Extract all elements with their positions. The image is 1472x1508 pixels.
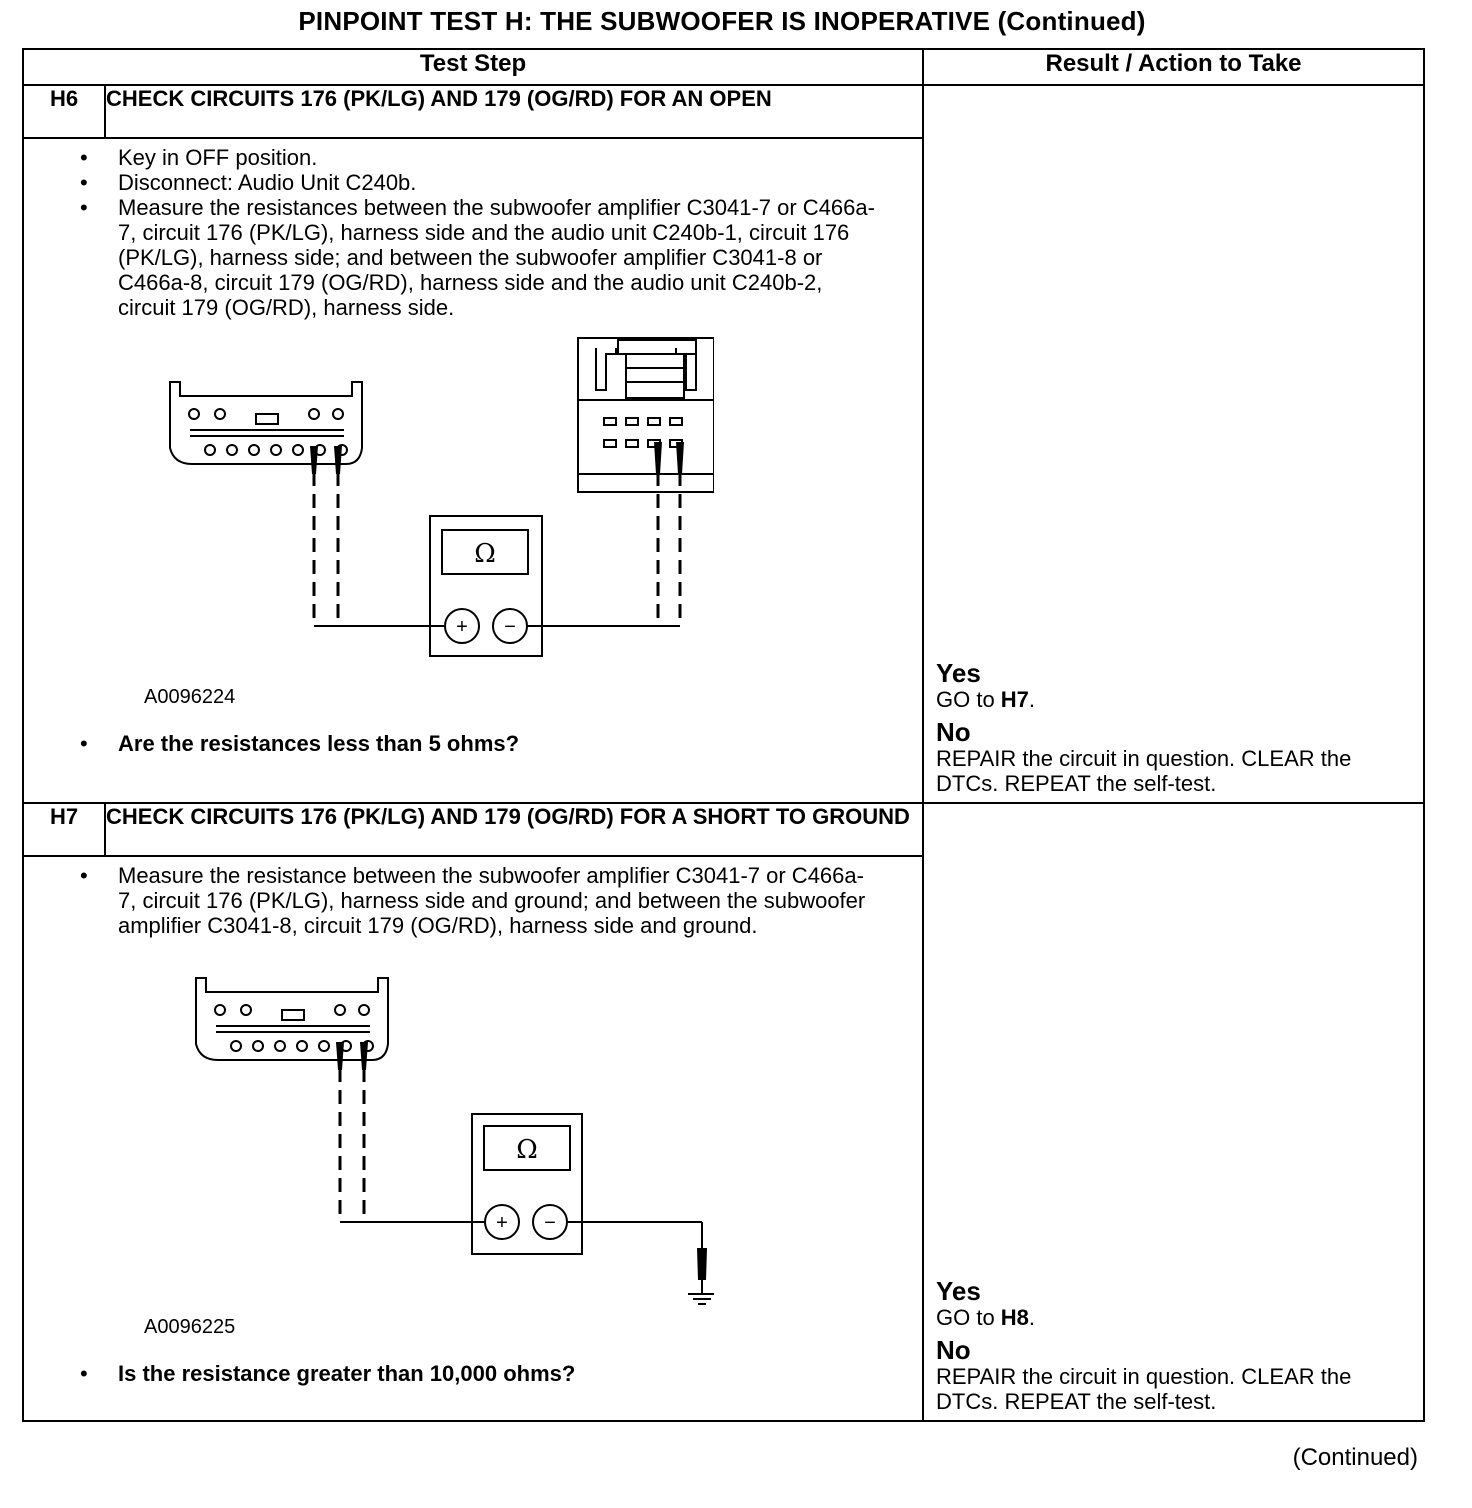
connector-meter-diagram — [74, 334, 714, 676]
wiring-figure-h7 — [74, 968, 922, 1308]
wiring-figure-h6 — [74, 334, 922, 676]
instruction-item: • Measure the resistances between the subwoofer amplifier C3041-7 or C466a-7, circuit 176 (PK/LG), harness side and the audio unit C240b-1, circuit 176 (PK/LG), harness side; and between the subwoofer amplifier C3041-8 or C466a-8, circuit 179 (OG/RD), harness side and the audio unit C240b-2, circuit 179 (OG/RD), harness side. — [118, 195, 882, 320]
connector-meter-ground-diagram — [74, 968, 714, 1308]
yes-label: Yes — [936, 658, 981, 688]
step-id: H7 — [23, 803, 105, 856]
instruction-item: • Measure the resistance between the subwoofer amplifier C3041-7 or C466a-7, circuit 176 (PK/LG), harness side and ground; and between the subwoofer amplifier C3041-8, circuit 179 (OG/RD), harness side and ground. — [118, 863, 882, 938]
figure-code: A0096224 — [144, 686, 236, 708]
audio-unit-connector — [578, 338, 714, 492]
ohm-symbol: Ω — [474, 539, 496, 569]
step-instructions — [24, 857, 922, 938]
column-header-result: Result / Action to Take — [923, 49, 1424, 85]
yes-action — [936, 687, 1419, 712]
column-header-test-step: Test Step — [23, 49, 923, 85]
page-title: PINPOINT TEST H: THE SUBWOOFER IS INOPERATIVE (Continued) — [298, 6, 1146, 36]
step-h6-body — [23, 138, 923, 803]
no-label: No — [936, 717, 971, 747]
ohm-symbol: Ω — [516, 1135, 538, 1165]
yes-target-step: H8 — [1000, 1305, 1029, 1330]
no-action: REPAIR the circuit in question. CLEAR the DTCs. REPEAT the self-test. — [936, 1364, 1352, 1414]
step-h7-result-cell — [923, 803, 1424, 1421]
step-heading: CHECK CIRCUITS 176 (PK/LG) AND 179 (OG/RD) FOR AN OPEN — [105, 85, 923, 138]
positive-terminal: + — [456, 616, 468, 638]
step-h6-result-cell — [923, 85, 1424, 803]
continued-note: (Continued) — [1292, 1444, 1418, 1471]
step-question: • Is the resistance greater than 10,000 ohms? — [118, 1361, 922, 1387]
ground-probe — [697, 1248, 707, 1280]
pinpoint-test-table — [22, 48, 1425, 1422]
yes-target-step: H7 — [1000, 687, 1029, 712]
yes-action-suffix: . — [1028, 687, 1036, 712]
yes-action-prefix: GO to — [936, 1305, 1001, 1330]
no-label: No — [936, 1335, 971, 1365]
step-h7-body — [23, 856, 923, 1421]
table-header-row — [23, 49, 1424, 85]
step-heading: CHECK CIRCUITS 176 (PK/LG) AND 179 (OG/RD) FOR A SHORT TO GROUND — [105, 803, 923, 856]
positive-terminal: + — [496, 1212, 508, 1234]
yes-label: Yes — [936, 1276, 981, 1306]
step-question: • Are the resistances less than 5 ohms? — [118, 731, 922, 757]
instruction-item: • Disconnect: Audio Unit C240b. — [118, 170, 882, 195]
instruction-item: • Key in OFF position. — [118, 145, 882, 170]
negative-terminal: − — [544, 1212, 556, 1234]
step-h6-heading-row — [23, 85, 1424, 138]
yes-action — [936, 1305, 1419, 1330]
step-h7-heading-row — [23, 803, 1424, 856]
no-action: REPAIR the circuit in question. CLEAR the DTCs. REPEAT the self-test. — [936, 746, 1352, 796]
step-id: H6 — [23, 85, 105, 138]
step-instructions — [24, 139, 922, 320]
figure-code: A0096225 — [144, 1316, 236, 1338]
result-actions — [936, 659, 1419, 796]
yes-action-prefix: GO to — [936, 687, 1001, 712]
result-actions — [936, 1277, 1419, 1414]
yes-action-suffix: . — [1028, 1305, 1036, 1330]
negative-terminal: − — [504, 616, 516, 638]
